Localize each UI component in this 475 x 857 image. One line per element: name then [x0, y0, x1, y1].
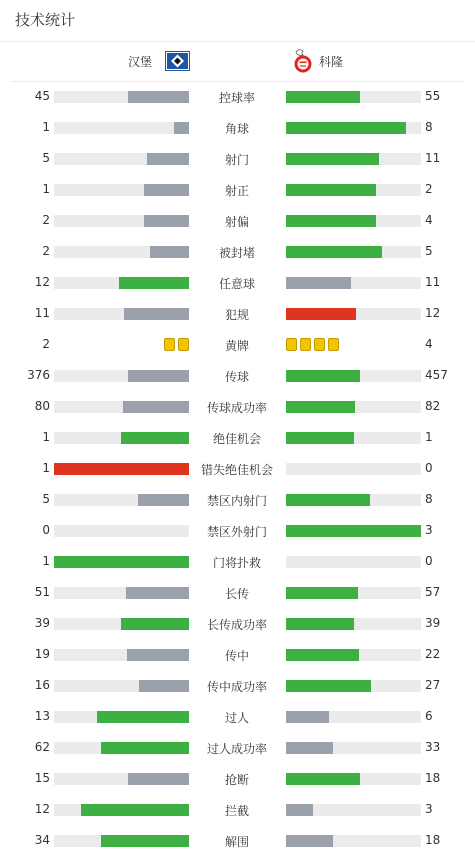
home-value: 15 — [34, 771, 50, 785]
away-yellow-cards — [286, 338, 339, 351]
away-value: 33 — [425, 740, 441, 754]
stat-row — [0, 763, 475, 794]
home-bar-track — [54, 587, 189, 599]
yellow-card-icon — [286, 338, 297, 351]
stat-label: 角球 — [224, 122, 249, 136]
away-bar-fill — [286, 246, 382, 258]
away-bar-track — [286, 804, 421, 816]
away-value: 55 — [425, 89, 441, 103]
home-bar-fill — [138, 494, 189, 506]
home-bar-track — [54, 370, 189, 382]
home-value: 34 — [34, 833, 50, 847]
stat-row — [0, 298, 475, 329]
home-bar-track — [54, 215, 189, 227]
home-value: 1 — [42, 554, 50, 568]
home-bar-fill — [144, 184, 189, 196]
home-bar-track — [54, 91, 189, 103]
away-value: 1 — [425, 430, 433, 444]
home-bar-track — [54, 277, 189, 289]
home-bar-track — [54, 308, 189, 320]
home-bar-track — [54, 618, 189, 630]
stat-label: 控球率 — [218, 91, 255, 105]
home-value: 80 — [34, 399, 50, 413]
home-value: 376 — [27, 368, 50, 382]
home-bar-fill — [81, 804, 189, 816]
home-bar-track — [54, 122, 189, 134]
away-bar-fill — [286, 680, 371, 692]
home-value: 45 — [34, 89, 50, 103]
stat-row — [0, 391, 475, 422]
stat-row — [0, 608, 475, 639]
stat-row — [0, 236, 475, 267]
away-value: 11 — [425, 275, 441, 289]
away-bar-track — [286, 525, 421, 537]
home-bar-fill — [54, 556, 189, 568]
stat-label: 黄牌 — [224, 339, 249, 353]
away-value: 3 — [425, 523, 433, 537]
stat-row — [0, 484, 475, 515]
home-bar-track — [54, 184, 189, 196]
stat-row — [0, 329, 475, 360]
away-value: 39 — [425, 616, 441, 630]
away-bar-fill — [286, 587, 358, 599]
away-team-name: 科隆 — [319, 55, 344, 69]
home-value: 11 — [34, 306, 50, 320]
away-bar-track — [286, 835, 421, 847]
away-bar-fill — [286, 215, 376, 227]
away-bar-fill — [286, 711, 329, 723]
home-value: 5 — [42, 151, 50, 165]
home-bar-fill — [97, 711, 189, 723]
away-bar-track — [286, 680, 421, 692]
stat-label: 解围 — [224, 835, 249, 849]
away-bar-track — [286, 370, 421, 382]
home-value: 2 — [42, 337, 50, 351]
stat-label: 射正 — [224, 184, 249, 198]
stat-label: 过人 — [224, 711, 249, 725]
away-bar-track — [286, 91, 421, 103]
home-bar-track — [54, 804, 189, 816]
stat-row — [0, 825, 475, 856]
home-bar-fill — [101, 742, 189, 754]
home-bar-track — [54, 432, 189, 444]
stat-row — [0, 794, 475, 825]
away-bar-track — [286, 556, 421, 568]
home-value: 1 — [42, 430, 50, 444]
away-value: 8 — [425, 120, 433, 134]
away-bar-track — [286, 773, 421, 785]
away-bar-fill — [286, 401, 355, 413]
away-bar-fill — [286, 184, 376, 196]
home-bar-track — [54, 556, 189, 568]
away-bar-track — [286, 184, 421, 196]
home-bar-track — [54, 835, 189, 847]
away-value: 22 — [425, 647, 441, 661]
away-bar-fill — [286, 432, 354, 444]
away-value: 6 — [425, 709, 433, 723]
home-value: 16 — [34, 678, 50, 692]
away-bar-track — [286, 215, 421, 227]
stat-row — [0, 267, 475, 298]
home-value: 13 — [34, 709, 50, 723]
away-bar-fill — [286, 525, 421, 537]
stat-label: 绝佳机会 — [212, 432, 261, 446]
away-bar-track — [286, 246, 421, 258]
teams-header — [10, 41, 465, 82]
home-bar-track — [54, 649, 189, 661]
away-bar-fill — [286, 742, 333, 754]
away-bar-track — [286, 463, 421, 475]
away-bar-track — [286, 277, 421, 289]
home-bar-track — [54, 494, 189, 506]
away-bar-track — [286, 742, 421, 754]
stat-label: 拦截 — [224, 804, 249, 818]
home-bar-fill — [126, 587, 189, 599]
away-bar-track — [286, 153, 421, 165]
panel-header — [0, 0, 475, 42]
home-bar-fill — [127, 649, 189, 661]
home-bar-fill — [123, 401, 189, 413]
away-value: 18 — [425, 771, 441, 785]
home-value: 1 — [42, 120, 50, 134]
stat-label: 长传 — [224, 587, 249, 601]
away-bar-fill — [286, 122, 406, 134]
away-value: 457 — [425, 368, 448, 382]
away-bar-track — [286, 494, 421, 506]
home-bar-fill — [54, 463, 189, 475]
away-value: 0 — [425, 554, 433, 568]
home-bar-fill — [150, 246, 189, 258]
home-value: 1 — [42, 461, 50, 475]
stat-label: 抢断 — [224, 773, 249, 787]
away-bar-track — [286, 308, 421, 320]
away-bar-track — [286, 587, 421, 599]
panel-title: 技术统计 — [15, 11, 76, 29]
stat-label: 任意球 — [218, 277, 255, 291]
home-bar-track — [54, 711, 189, 723]
away-bar-track — [286, 401, 421, 413]
stat-row — [0, 515, 475, 546]
home-bar-fill — [101, 835, 189, 847]
away-value: 4 — [425, 337, 433, 351]
stat-row — [0, 701, 475, 732]
stats-list — [0, 81, 475, 856]
stat-row — [0, 360, 475, 391]
stat-label: 传中成功率 — [206, 680, 267, 694]
yellow-card-icon — [300, 338, 311, 351]
away-value: 4 — [425, 213, 433, 227]
away-value: 0 — [425, 461, 433, 475]
stat-label: 错失绝佳机会 — [200, 463, 273, 477]
stat-label: 门将扑救 — [212, 556, 261, 570]
stat-label: 犯规 — [224, 308, 249, 322]
yellow-card-icon — [178, 338, 189, 351]
home-value: 2 — [42, 213, 50, 227]
stat-label: 传球成功率 — [206, 401, 267, 415]
stat-row — [0, 422, 475, 453]
home-value: 1 — [42, 182, 50, 196]
away-bar-fill — [286, 370, 360, 382]
away-bar-track — [286, 649, 421, 661]
home-value: 12 — [34, 802, 50, 816]
away-bar-fill — [286, 835, 333, 847]
away-value: 18 — [425, 833, 441, 847]
home-bar-track — [54, 680, 189, 692]
home-bar-fill — [128, 370, 189, 382]
yellow-card-icon — [164, 338, 175, 351]
stat-label: 过人成功率 — [206, 742, 267, 756]
stat-row — [0, 205, 475, 236]
away-bar-fill — [286, 649, 359, 661]
away-value: 82 — [425, 399, 441, 413]
away-bar-track — [286, 432, 421, 444]
home-yellow-cards — [164, 338, 189, 351]
away-value: 3 — [425, 802, 433, 816]
away-value: 12 — [425, 306, 441, 320]
away-value: 8 — [425, 492, 433, 506]
away-bar-fill — [286, 773, 360, 785]
home-bar-fill — [128, 91, 189, 103]
stat-row — [0, 639, 475, 670]
home-value: 5 — [42, 492, 50, 506]
yellow-card-icon — [328, 338, 339, 351]
away-bar-fill — [286, 153, 379, 165]
away-bar-track — [286, 122, 421, 134]
stat-row — [0, 732, 475, 763]
stat-label: 射偏 — [224, 215, 249, 229]
stat-row — [0, 81, 475, 112]
home-bar-fill — [174, 122, 189, 134]
home-bar-fill — [121, 432, 189, 444]
away-value: 2 — [425, 182, 433, 196]
home-bar-fill — [128, 773, 189, 785]
home-value: 2 — [42, 244, 50, 258]
away-bar-fill — [286, 308, 356, 320]
away-bar-track — [286, 618, 421, 630]
home-team-name: 汉堡 — [127, 55, 152, 69]
home-bar-fill — [119, 277, 189, 289]
home-value: 12 — [34, 275, 50, 289]
away-bar-fill — [286, 91, 360, 103]
stat-label: 被封堵 — [218, 246, 255, 260]
stat-row — [0, 174, 475, 205]
stat-row — [0, 577, 475, 608]
home-bar-fill — [139, 680, 189, 692]
stat-label: 传球 — [224, 370, 249, 384]
home-bar-track — [54, 525, 189, 537]
home-value: 62 — [34, 740, 50, 754]
stat-row — [0, 143, 475, 174]
home-bar-fill — [124, 308, 189, 320]
home-bar-track — [54, 153, 189, 165]
stat-row — [0, 453, 475, 484]
stat-row — [0, 546, 475, 577]
away-value: 5 — [425, 244, 433, 258]
away-bar-fill — [286, 618, 354, 630]
home-value: 0 — [42, 523, 50, 537]
home-bar-fill — [147, 153, 189, 165]
home-bar-track — [54, 742, 189, 754]
away-value: 27 — [425, 678, 441, 692]
home-value: 51 — [34, 585, 50, 599]
home-value: 19 — [34, 647, 50, 661]
home-bar-track — [54, 401, 189, 413]
away-value: 57 — [425, 585, 441, 599]
away-bar-fill — [286, 277, 351, 289]
away-bar-fill — [286, 804, 313, 816]
hamburg-crest-icon — [165, 51, 190, 71]
stat-label: 射门 — [224, 153, 249, 167]
stat-label: 传中 — [224, 649, 249, 663]
away-bar-track — [286, 711, 421, 723]
away-value: 11 — [425, 151, 441, 165]
stat-row — [0, 112, 475, 143]
koeln-crest-icon — [291, 48, 315, 74]
home-value: 39 — [34, 616, 50, 630]
home-bar-fill — [121, 618, 189, 630]
stat-label: 禁区外射门 — [206, 525, 267, 539]
stat-row — [0, 670, 475, 701]
home-bar-track — [54, 246, 189, 258]
home-bar-track — [54, 773, 189, 785]
home-bar-fill — [144, 215, 189, 227]
stat-label: 长传成功率 — [206, 618, 267, 632]
home-bar-track — [54, 463, 189, 475]
stat-label: 禁区内射门 — [206, 494, 267, 508]
yellow-card-icon — [314, 338, 325, 351]
away-bar-fill — [286, 494, 370, 506]
